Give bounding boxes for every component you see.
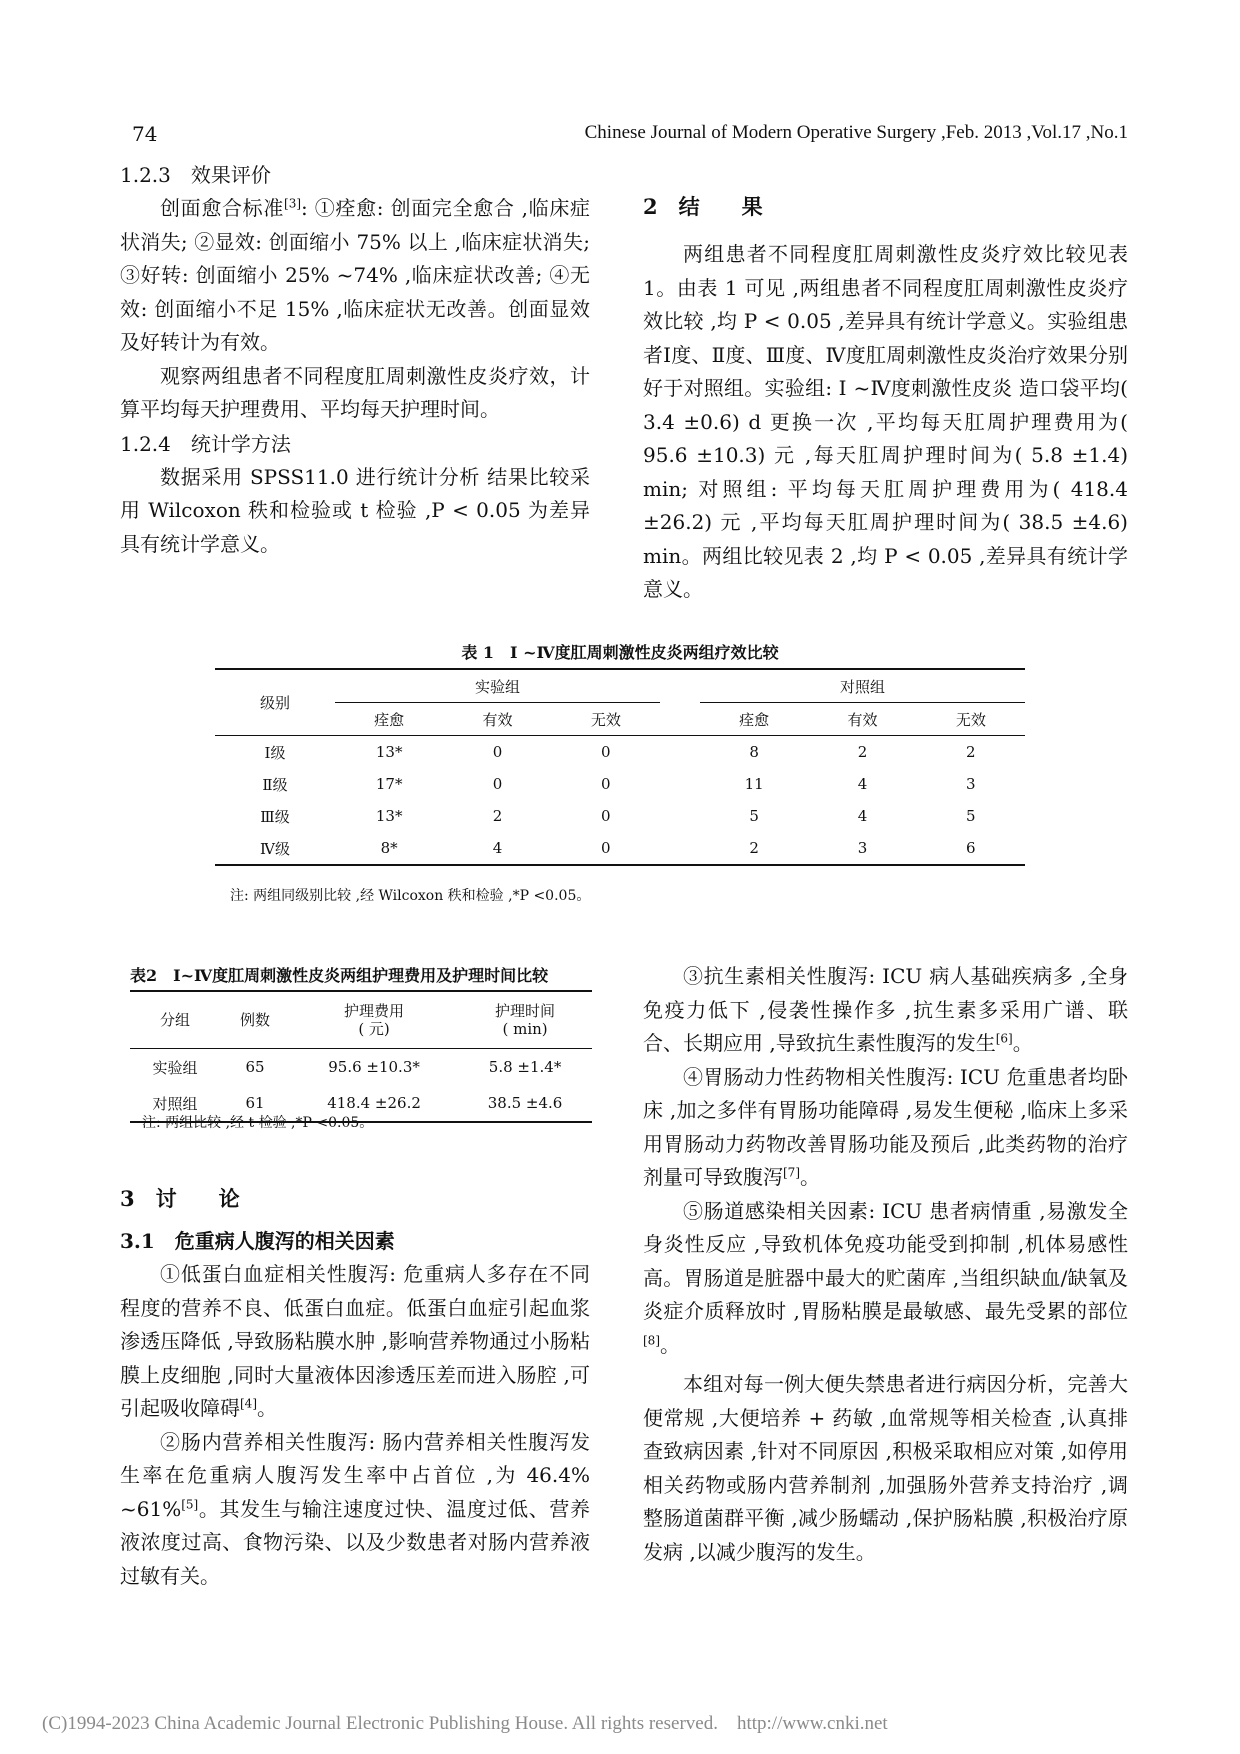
table2-caption: 表2 Ⅰ~Ⅳ度肛周刺激性皮炎两组护理费用及护理时间比较 — [130, 966, 549, 985]
citation-6[interactable]: [6] — [995, 1031, 1013, 1046]
citation-7[interactable]: [7] — [783, 1165, 800, 1180]
table1-sub-effective: 有效 — [808, 703, 916, 736]
table1-header-control: 对照组 — [700, 669, 1025, 703]
table1-sub-effective: 有效 — [443, 703, 551, 736]
heading-1-2-4: 1.2.4 统计学方法 — [120, 431, 291, 456]
table1-header-experimental: 实验组 — [335, 669, 660, 703]
table1-sub-ineffective: 无效 — [552, 703, 660, 736]
table2-header-cases: 例数 — [220, 991, 290, 1049]
table2-note: 注: 两组比较 ,经 t 检验 ,*P <0.05。 — [142, 1115, 374, 1131]
table2-header-cost: 护理费用 ( 元) — [290, 991, 458, 1049]
heading-discussion: 3 讨 论 — [120, 1186, 240, 1211]
paragraph-antibiotics: ③抗生素相关性腹泻: ICU 病人基础疾病多 ,全身免疫力低下 ,侵袭性操作多 ,抗生素多采用广谱、联合、长期应用 ,导致抗生素性腹泻的发生[6]。 — [643, 964, 1128, 1055]
table-row: Ⅲ级 13* 2 0 5 4 5 — [260, 807, 976, 826]
table-row: Ⅰ级 13* 0 0 8 2 2 — [264, 743, 976, 762]
table1-sub-cured: 痊愈 — [700, 703, 808, 736]
citation-4[interactable]: [4] — [240, 1396, 257, 1411]
table1-caption: 表 1 Ⅰ ~Ⅳ度肛周刺激性皮炎两组疗效比较 — [461, 643, 779, 662]
right-column-top — [643, 190, 1128, 607]
table2-header-time: 护理时间 ( min) — [458, 991, 592, 1049]
citation-8[interactable]: [8] — [643, 1332, 660, 1347]
table-row: Ⅱ级 17* 0 0 11 4 3 — [262, 775, 976, 794]
table-row: 对照组 61 418.4 ±26.2 38.5 ±4.6 — [130, 1085, 592, 1122]
table1-sub-ineffective: 无效 — [917, 703, 1025, 736]
table1-sub-cured: 痊愈 — [335, 703, 443, 736]
table-row: 实验组 65 95.6 ±10.3* 5.8 ±1.4* — [152, 1058, 562, 1077]
running-title: Chinese Journal of Modern Operative Surgery ,Feb. 2013 ,Vol.17 ,No.1 — [584, 122, 1128, 143]
table1 — [215, 668, 1025, 866]
left-column-top — [120, 158, 590, 561]
paragraph-healing-criteria: 创面愈合标准[3]: ①痊愈: 创面完全愈合 ,临床症状消失; ②显效: 创面缩小 75% 以上 ,临床症状消失; ③好转: 创面缩小 25% ~74% ,临床症状改善; ④无效: 创面缩小不足 15% ,临床症状无改善。创面显效及好转计为有效。 — [120, 196, 591, 354]
paragraph-enteral-nutrition: ②肠内营养相关性腹泻: 肠内营养相关性腹泻发生率在危重病人腹泻发生率中占首位 ,为 46.4% ~61%[5]。其发生与输注速度过快、温度过低、营养液浓度过高、食物污染、以及少数患者对肠内营养液过敏有关。 — [120, 1429, 590, 1588]
citation-3[interactable]: [3] — [284, 196, 302, 211]
heading-3-1: 3.1 危重病人腹泻的相关因素 — [120, 1229, 395, 1253]
paragraph-hypoalbuminemia: ①低蛋白血症相关性腹泻: 危重病人多存在不同程度的营养不良、低蛋白血症。低蛋白血症引起血浆渗透压降低 ,导致肠粘膜水肿 ,影响营养物通过小肠粘膜上皮细胞 ,同时大量液体因渗透压差而进入肠腔 ,可引起吸收障碍[4]。 — [120, 1262, 590, 1420]
paragraph-observation: 观察两组患者不同程度肛周刺激性皮炎疗效，计算平均每天护理费用、平均每天护理时间。 — [120, 363, 590, 421]
table-row: Ⅳ级 8* 4 0 2 3 6 — [215, 832, 1025, 865]
paragraph-intestinal-infection: ⑤肠道感染相关因素: ICU 患者病情重 ,易激发全身炎性反应 ,导致机体免疫功能受到抑制 ,机体易感性高。胃肠道是脏器中最大的贮菌库 ,当组织缺血/缺氧及炎症介质释放时 ,胃肠粘膜是最敏感、最先受累的部位[8]。 — [643, 1198, 1128, 1357]
table1-header-level: 级别 — [215, 669, 335, 736]
paragraph-results: 两组患者不同程度肛周刺激性皮炎疗效比较见表 1。由表 1 可见 ,两组患者不同程度肛周刺激性皮炎疗效比较 ,均 P < 0.05 ,差异具有统计学意义。实验组患者Ⅰ度、Ⅱ度、Ⅲ度、Ⅳ度肛周刺激性皮炎治疗效果分别好于对照组。实验组: Ⅰ ~Ⅳ度刺激性皮炎 造口袋平均( 3.4 ±0.6) d 更换一次 ,平均每天肛周护理费用为( 95.6 ±10.3) 元 ,每天肛周护理时间为( 5.8 ±1.4) min; 对照组: 平均每天肛周护理费用为( 418.4 ±26.2) 元 ,平均每天肛周护理时间为( 38.5 ±4.6) min。两组比较见表 2 ,均 P < 0.05 ,差异具有统计学意义。 — [643, 242, 1128, 601]
citation-5[interactable]: [5] — [181, 1496, 199, 1511]
paragraph-statistics: 数据采用 SPSS11.0 进行统计分析 结果比较采用 Wilcoxon 秩和检验或 t 检验 ,P < 0.05 为差异具有统计学意义。 — [120, 464, 590, 556]
copyright-footer: (C)1994-2023 China Academic Journal Electronic Publishing House. All rights reserved. http://www.cnki.net — [42, 1713, 888, 1734]
paragraph-etiology: 本组对每一例大便失禁患者进行病因分析，完善大便常规 ,大便培养 + 药敏 ,血常规等相关检查 ,认真排查致病因素 ,针对不同原因 ,积极采取相应对策 ,如停用相关药物或肠内营养制剂 ,加强肠外营养支持治疗 ,调整肠道菌群平衡 ,减少肠蠕动 ,保护肠粘膜 ,积极治疗原发病 ,以减少腹泻的发生。 — [643, 1372, 1128, 1564]
table1-note: 注: 两组同级别比较 ,经 Wilcoxon 秩和检验 ,*P <0.05。 — [230, 888, 591, 904]
table2-header-group: 分组 — [130, 991, 220, 1049]
page-number: 74 — [132, 122, 158, 146]
heading-1-2-3: 1.2.3 效果评价 — [120, 163, 271, 187]
right-column-bottom — [643, 960, 1128, 1569]
left-column-bottom — [120, 1182, 590, 1593]
heading-results: 2 结 果 — [643, 194, 763, 219]
paragraph-gi-motility: ④胃肠动力性药物相关性腹泻: ICU 危重患者均卧床 ,加之多伴有胃肠功能障碍 ,易发生便秘 ,临床上多采用胃肠动力药物改善胃肠功能及预后 ,此类药物的治疗剂量可导致腹泻[7]。 — [643, 1064, 1128, 1189]
table2 — [130, 990, 592, 1123]
